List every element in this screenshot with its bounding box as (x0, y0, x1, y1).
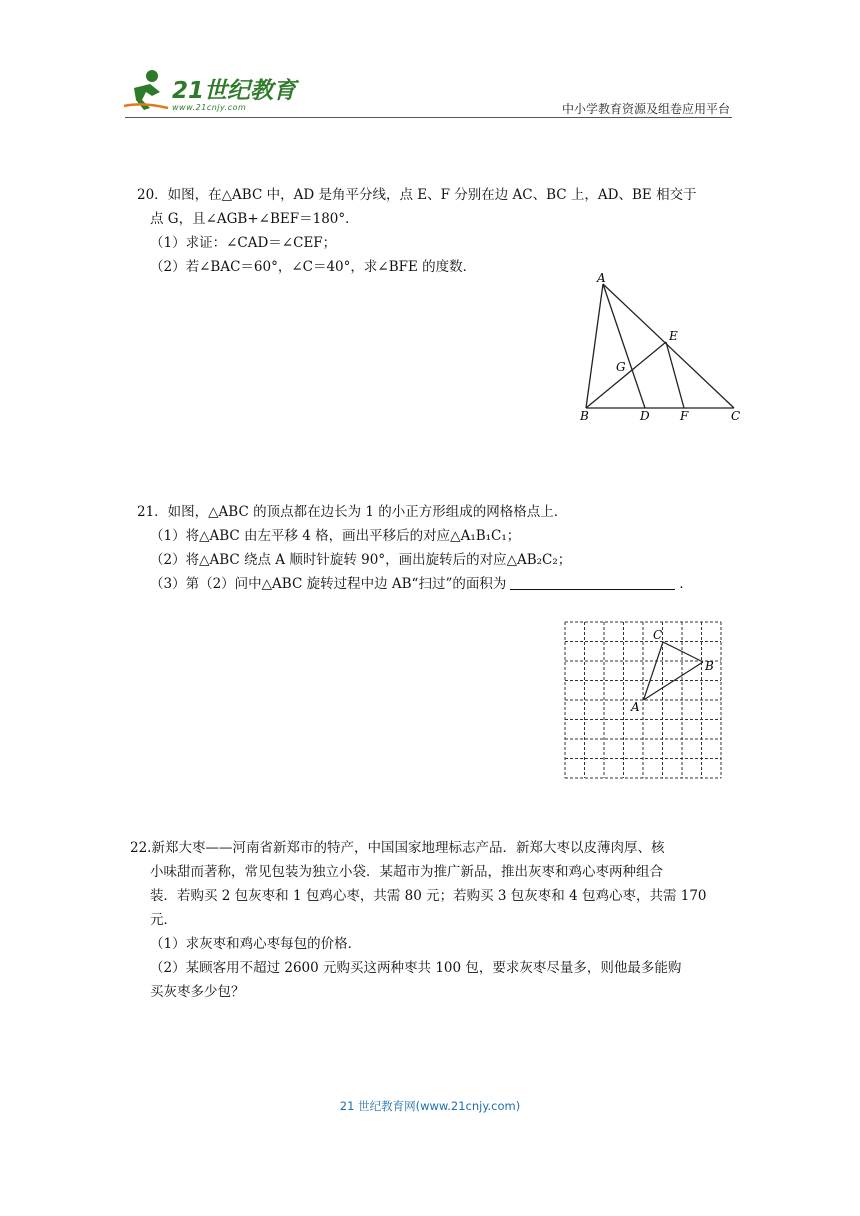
q20-line2: 点 G，且∠AGB+∠BEF＝180°． (150, 211, 359, 227)
q20-part2: （2）若∠BAC＝60°，∠C＝40°，求∠BFE 的度数． (150, 259, 477, 275)
logo (122, 66, 297, 116)
q22-line4: 元． (150, 912, 177, 928)
label-G: G (616, 360, 626, 374)
label-B: B (580, 409, 589, 423)
q21-part3-text: （3）第（2）问中△ABC 旋转过程中边 AB“扫过”的面积为 (150, 576, 507, 592)
grid-label-C: C (653, 628, 663, 642)
header-divider (125, 117, 732, 118)
runner-logo-icon (122, 66, 172, 114)
grid-label-A: A (631, 700, 640, 714)
label-E: E (669, 329, 678, 343)
q20-part1: （1）求证：∠CAD＝∠CEF； (150, 235, 337, 251)
q22-part2b: 买灰枣多少包？ (150, 984, 245, 1000)
q22-line1: 22.新郑大枣——河南省新郑市的特产，中国国家地理标志产品．新郑大枣以皮薄肉厚、核 (130, 840, 665, 856)
q20-line1: 20．如图，在△ABC 中，AD 是角平分线，点 E、F 分别在边 AC、BC 上，AD、BE 相交于 (137, 187, 697, 203)
side-cb (663, 642, 703, 662)
q22-part2: （2）某顾客用不超过 2600 元购买这两种枣共 100 包，要求灰枣尽量多，则他最多能购 (150, 960, 682, 976)
side-ab (586, 284, 603, 408)
footer-text: 21 世纪教育网(www.21cnjy.com) (339, 1099, 521, 1113)
label-D: D (640, 409, 650, 423)
q21-part3-end: ． (679, 576, 693, 592)
logo-url: www.21cnjy.com (172, 103, 247, 112)
q22-part1: （1）求灰枣和鸡心枣每包的价格． (150, 936, 362, 952)
dotted-grid (565, 622, 721, 778)
q21-part1: （1）将△ABC 由左平移 4 格，画出平移后的对应△A₁B₁C₁； (150, 528, 521, 544)
platform-label: 中小学教育资源及组卷应用平台 (561, 102, 730, 116)
q20-triangle-figure (570, 270, 750, 430)
q22-line2: 小味甜而著称，常见包装为独立小袋．某超市为推广新品，推出灰枣和鸡心枣两种组合 (150, 864, 663, 880)
label-A: A (597, 271, 606, 285)
q22-line3: 装．若购买 2 包灰枣和 1 包鸡心枣，共需 80 元；若购买 3 包灰枣和 4 包鸡心枣，共需 170 (150, 888, 707, 904)
q21-grid-figure (563, 620, 727, 782)
side-ac (644, 642, 664, 700)
label-F: F (680, 409, 689, 423)
q21-part2: （2）将△ABC 绕点 A 顺时针旋转 90°，画出旋转后的对应△AB₂C₂； (150, 552, 572, 568)
answer-blank[interactable] (510, 575, 675, 590)
side-ac (603, 284, 734, 408)
logo-text: 21世纪教育 (172, 78, 297, 104)
label-C: C (731, 409, 741, 423)
q21-line1: 21．如图，△ABC 的顶点都在边长为 1 的小正方形组成的网格格点上． (137, 504, 568, 520)
grid-label-B: B (705, 659, 714, 673)
q21-part3 (150, 574, 693, 594)
